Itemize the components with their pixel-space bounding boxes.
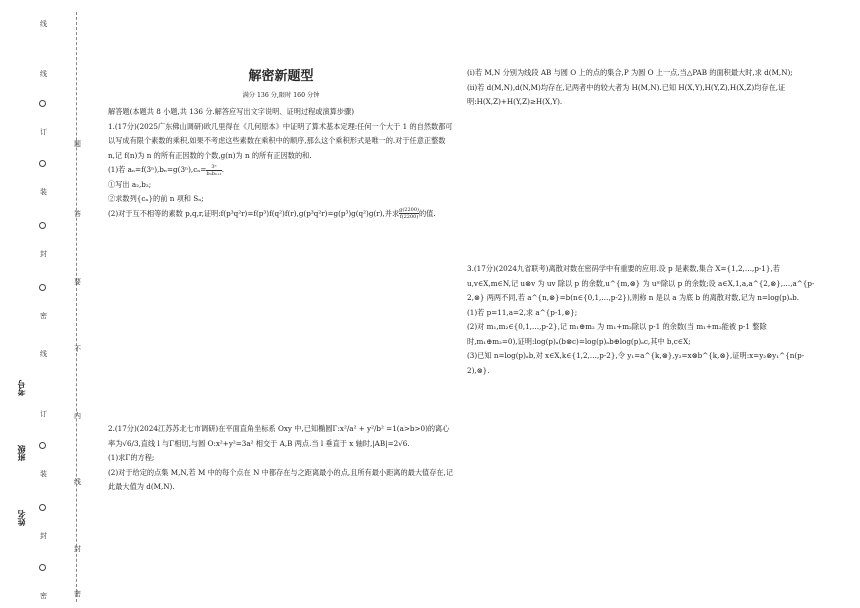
q1-part1-text: (1)若 aₙ=f(3ⁿ),bₙ=g(3ⁿ),cₙ= — [108, 165, 207, 174]
q2-sub-ii: (ii)若 d(M,N),d(N,M)均存在,记两者中的较大者为 H(M,N).已知 H(X,Y),H(Y,Z),H(X,Z)均存在,证明:H(X,Z)+H(Y,Z)≥H(X,Y). — [467, 82, 786, 106]
right-top-block — [467, 66, 815, 110]
c-numerator: 3ⁿ — [206, 164, 221, 171]
circle-icon — [39, 284, 46, 291]
q1-part1 — [108, 163, 454, 178]
circle-icon — [39, 504, 46, 511]
c-denominator: bₙbₙ₊₁ — [206, 170, 222, 177]
binding-char: 答 — [74, 210, 81, 218]
q3-part1: (1)若 p=11,a=2,求 a^{p-1,⊗}; — [467, 307, 578, 317]
circle-icon — [39, 160, 46, 167]
ratio-denominator: f(2200) — [399, 214, 419, 220]
binding-char: 线 — [40, 350, 47, 358]
section-heading: 解答题(本题共 8 小题,共 136 分.解答应写出文字说明、证明过程或演算步骤) — [108, 107, 355, 116]
score-time-note: 满分 136 分,限时 160 分钟 — [242, 91, 320, 99]
circle-icon — [39, 442, 46, 449]
q2-stem-a: 2.(17分)(2024江苏苏北七市调研)在平面直角坐标系 Oxy 中,已知椭圆Γ: — [108, 424, 340, 433]
q3-part3: (3)已知 n=log(p)ₐb,对 x∈X,k∈{1,2,…,p-2},令 y₁=a^{k,⊗},y₂=x⊗b^{k,⊗},证明:x=y₂⊗y₁^{n(p-2),⊗}. — [467, 351, 805, 375]
binding-char: 线 — [40, 70, 47, 78]
exam-number-field: 考号 — [16, 380, 26, 396]
ratio-fraction — [399, 207, 419, 220]
binding-char: 不 — [74, 345, 81, 353]
ellipse-equation: x²/a² + y²/b² =1(a>b>0)的离 — [339, 424, 443, 433]
q2-sub-i: (i)若 M,N 分别为线段 AB 与圆 O 上的点的集合,P 为圆 O 上一点,当△PAB 的面积最大时,求 d(M,N); — [467, 68, 793, 77]
circle-icon — [39, 100, 46, 107]
q1-part2-text: (2)对于互不相等的素数 p,q,r,证明:f(p³q²r)=f(p³)f(q²)f(r),g(p³q²r)=g(p³)g(q²)g(r),并求 — [108, 208, 400, 218]
circle-icon — [39, 564, 46, 571]
binding-char: 线 — [74, 478, 81, 486]
class-field: 班级 — [16, 445, 26, 461]
binding-char: 密 — [74, 590, 81, 598]
q1-stem: 1.(17分)(2025广东佛山调研)欧几里得在《几何原本》中证明了算术基本定理:任何一个大于 1 的自然数都可以写成有限个素数的乘积,如果不考虑这些素数在乘积中的顺序,那么这个乘积形式是唯一的.对于任意正整数 n,记 f(n)为 n 的所有正因数的个数,g(n)为 n 的所有正因数的和. — [108, 121, 453, 160]
binding-char: 装 — [40, 188, 47, 196]
q1-part2 — [108, 207, 454, 222]
binding-char: 线 — [40, 20, 47, 28]
left-column — [108, 70, 454, 221]
binding-char: 内 — [74, 412, 81, 420]
binding-line — [76, 12, 77, 602]
binding-char: 题 — [74, 140, 81, 148]
q1-item2: ②求数列{cₙ}的前 n 项和 Sₙ; — [108, 194, 204, 203]
c-fraction — [206, 164, 221, 177]
binding-char: 密 — [40, 592, 47, 600]
binding-char: 订 — [40, 128, 47, 136]
q2-part2: (2)对于给定的点集 M,N,若 M 中的每个点在 N 中都存在与之距离最小的点,且所有最小距离的最大值存在,记此最大值为 d(M,N). — [108, 467, 454, 491]
ratio-numerator: g(2200) — [399, 207, 419, 213]
binding-char: 封 — [40, 532, 47, 540]
q1-part2-tail: 的值. — [418, 208, 436, 218]
q2-stem — [108, 422, 454, 451]
binding-char: 封 — [40, 250, 47, 258]
name-field: 姓名 — [16, 510, 26, 526]
binding-char: 装 — [40, 470, 47, 478]
binding-char: 要 — [74, 278, 81, 286]
q2-stem-b: 心率为√6/3,直线 l 与Γ相切,与圆 O:x²+y²=3a² 相交于 A,B 两点.当 l 垂直于 x 轴时,|AB|=2√6. — [108, 424, 450, 448]
binding-char: 订 — [40, 410, 47, 418]
circle-icon — [39, 222, 46, 229]
binding-char: 密 — [40, 312, 47, 320]
q1-item1: ①写出 a₂,b₂; — [108, 179, 152, 189]
q2-part1: (1)求Γ的方程; — [108, 453, 155, 462]
q3-part2: (2)对 m₁,m₂∈{0,1,…,p-2},记 m₁⊕m₂ 为 m₁+m₂除以 p-1 的余数(当 m₁+m₂能被 p-1 整除时,m₁⊕m₂=0),证明:log(p)ₐ(b⊗c)=log(p)ₐb⊕log(p)ₐc,其中 b,c∈X; — [467, 322, 767, 346]
page-title: 解密新题型 — [248, 69, 314, 84]
q1-part1-tail: . — [221, 165, 225, 174]
q2-block — [108, 422, 454, 495]
binding-char: 封 — [74, 545, 81, 553]
q3-stem: 3.(17分)(2024九省联考)离散对数在密码学中有重要的应用.设 p 是素数,集合 X={1,2,…,p-1},若 u,v∈X,m∈N,记 u⊗v 为 uv 除以 p 的余数,u^{m,⊗} 为 uᵐ除以 p 的余数;设 a∈X,1,a,a^{2,⊗},…,a^{p-2,⊗} 两两不同,若 a^{n,⊗}=b(n∈{0,1,…,p-2}),则称 n 是以 a 为底 b 的离散对数,记为 n=log(p)ₐb. — [467, 264, 815, 302]
q3-block — [467, 262, 815, 378]
